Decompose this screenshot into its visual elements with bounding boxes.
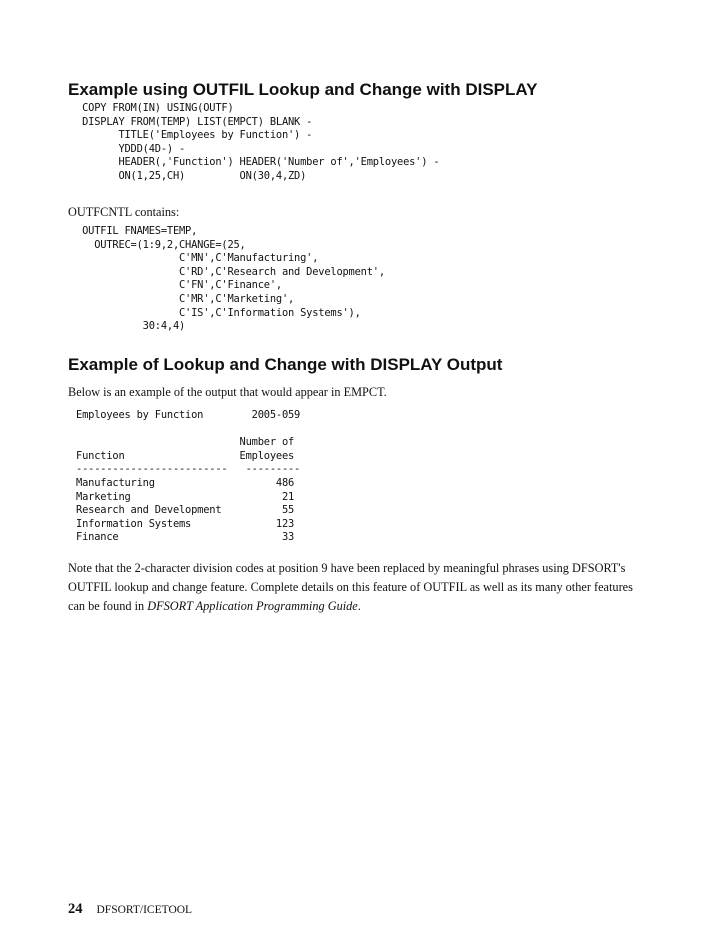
note-text-part1: Note that the 2-character division codes at position 9 have been replaced by meaningful phrases using DFSORT's OUTFIL lookup and change feature. Complete details on this feature of OUTFIL as well as its many other features can be found in bbox=[68, 561, 633, 613]
footer-title: DFSORT/ICETOOL bbox=[96, 904, 193, 916]
outfcntl-code-block: OUTFIL FNAMES=TEMP, OUTREC=(1:9,2,CHANGE=(25, C'MN',C'Manufacturing', C'RD',C'Research and Development', C'FN',C'Finance', C'MR',C'Marketing', C'IS',C'Information Systems'), 30:4,4) bbox=[82, 225, 385, 333]
outfcntl-label: OUTFCNTL contains: bbox=[68, 205, 180, 219]
display-job-code-block: COPY FROM(IN) USING(OUTF) DISPLAY FROM(TEMP) LIST(EMPCT) BLANK - TITLE('Employees by Function') - YDDD(4D-) - HEADER(,'Function') HEADER('Number of','Employees') - ON(1,25,CH) ON(30,4,ZD) bbox=[82, 102, 440, 182]
note-text-part2: . bbox=[357, 599, 361, 613]
programming-guide-title: DFSORT Application Programming Guide bbox=[147, 599, 358, 613]
section-heading-outfil-lookup: Example using OUTFIL Lookup and Change with DISPLAY bbox=[68, 80, 538, 99]
empct-output-report: Employees by Function 2005-059 Number of Function Employees ------------------------- --------- Manufacturing 486 Marketing 21 Research and Development 55 Information Systems 123 Finance 33 bbox=[76, 409, 301, 544]
page-number: 24 bbox=[68, 901, 83, 917]
page-footer bbox=[68, 900, 192, 918]
note-paragraph bbox=[68, 559, 648, 616]
output-intro-text: Below is an example of the output that would appear in EMPCT. bbox=[68, 385, 387, 399]
section-heading-display-output: Example of Lookup and Change with DISPLAY Output bbox=[68, 355, 503, 374]
